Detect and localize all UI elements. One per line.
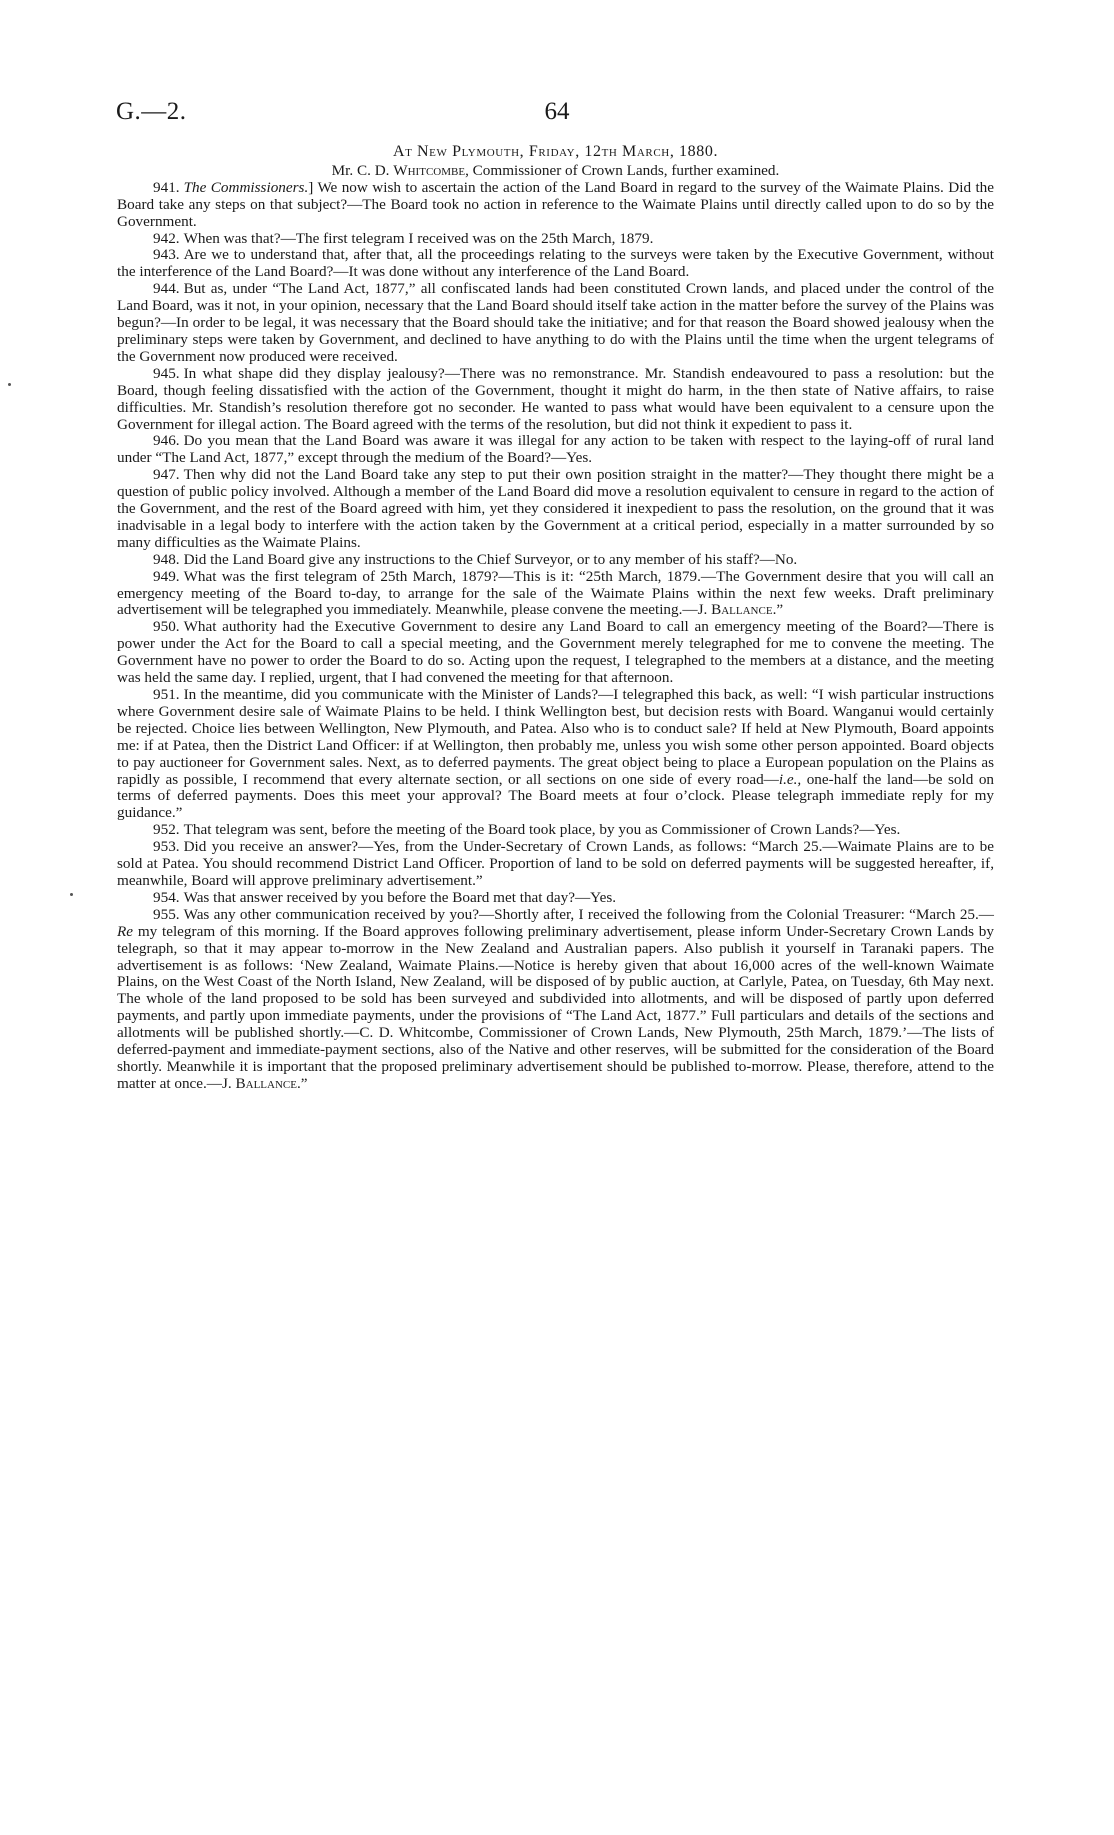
question-942: 942. When was that?—The first telegram I received was on the 25th March, 1879. xyxy=(153,229,654,247)
question-955: 955. Was any other communication received by you?—Shortly after, I received the following from the Colonial Treasurer: “March 25.—Re my telegram of this morning. If the Board approves following preliminary advertisement, please inform Under-Secretary Crown Lands by telegraph, so that it may appear to-morrow in the New Zealand and Australian papers. Also publish it yourself in Taranaki papers. The advertisement is as follows: ‘New Zealand, Waimate Plains.—Notice is hereby given that about 16,000 acres of the well-known Waimate Plains, on the West Coast of the North Island, New Zealand, will be disposed of by public auction, at Carlyle, Patea, on Tuesday, 6th May next. The whole of the land proposed to be sold has been surveyed and subdivided into allotments, and will be disposed of partly upon deferred payments, and partly upon immediate payments, under the provisions of “The Land Act, 1877.” Full particulars and details of the sections and allotments will be published shortly.—C. D. Whitcombe, Commissioner of Crown Lands, New Plymouth, 25th March, 1879.’—The lists of deferred-payment and immediate-payment sections, also of the Native and other reserves, will be submitted for the consideration of the Board shortly. Meanwhile it is important that the proposed preliminary advertisement should be published to-morrow. Please, therefore, attend to the matter at once.—J. Ballance.” xyxy=(117,905,994,1092)
question-948: 948. Did the Land Board give any instructions to the Chief Surveyor, or to any member of his staff?—No. xyxy=(153,550,798,568)
document-body xyxy=(117,144,994,1093)
question-954: 954. Was that answer received by you before the Board met that day?—Yes. xyxy=(153,888,617,906)
margin-mark xyxy=(70,893,73,896)
paper-id: G.—2. xyxy=(116,98,187,125)
question-949: 949. What was the first telegram of 25th March, 1879?—This is it: “25th March, 1879.—The Government desire that you will call an emergency meeting of the Board to-day, to arrange for the sale of the Waimate Plains within the next few weeks. Draft preliminary advertisement will be telegraphed you immediately. Meanwhile, please convene the meeting.—J. Ballance.” xyxy=(117,567,994,619)
witness-name: Whitcombe xyxy=(393,161,466,179)
page-number: 64 xyxy=(544,98,570,125)
question-941: 941. The Commissioners.] We now wish to ascertain the action of the Land Board in regard to the survey of the Waimate Plains. Did the Board take any steps on that subject?—The Board took no action in reference to the Waimate Plains until directly called upon to do so by the Government. xyxy=(117,178,995,230)
witness-prefix: Mr. C. D. xyxy=(331,161,394,179)
margin-mark xyxy=(8,383,11,386)
question-945: 945. In what shape did they display jealousy?—There was no remonstrance. Mr. Standish endeavoured to pass a resolution: but the Board, though feeling dissatisfied with the action of the Government, thought it might do harm, in the then state of Native affairs, to raise difficulties. Mr. Standish’s resolution therefore got no seconder. He wanted to pass what would have been equivalent to a censure upon the Government for illegal action. The Board agreed with the terms of the resolution, but did not think it expedient to pass it. xyxy=(117,364,994,433)
question-952: 952. That telegram was sent, before the meeting of the Board took place, by you as Commissioner of Crown Lands?—Yes. xyxy=(153,821,901,839)
question-953: 953. Did you receive an answer?—Yes, from the Under-Secretary of Crown Lands, as follows: “March 25.—Waimate Plains are to be sold at Patea. You should recommend District Land Officer. Proportion of land to be sold on deferred payments will be suggested hereafter, if, meanwhile, Board will approve preliminary advertisement.” xyxy=(117,838,994,889)
question-946: 946. Do you mean that the Land Board was aware it was illegal for any action to be taken with respect to the laying-off of rural land under “The Land Act, 1877,” except through the medium of the Board?—Yes. xyxy=(117,432,994,467)
question-943: 943. Are we to understand that, after that, all the proceedings relating to the surveys were taken by the Executive Government, without the interference of the Land Board?—It was done without any interference of the Land Board. xyxy=(117,246,994,281)
session-heading: At New Plymouth, Friday, 12th March, 1880. xyxy=(392,143,719,160)
witness-line xyxy=(117,163,994,180)
witness-suffix: , Commissioner of Crown Lands, further examined. xyxy=(465,161,780,179)
signature: Ballance xyxy=(235,1074,297,1092)
question-951: 951. In the meantime, did you communicate with the Minister of Lands?—I telegraphed this back, as well: “I wish particular instructions where Government desire sale of Waimate Plains to be held. I think Wellington best, but decision rests with Board. Wanganui would certainly be rejected. Choice lies between Wellington, New Plymouth, and Patea. Also who is to conduct sale? If held at New Plymouth, Board appoints me: if at Patea, then the District Land Officer: if at Wellington, then probably me, unless you wish some other person appointed. Board objects to pay auctioneer for Government sales. Next, as to deferred payments. The great object being to place a European population on the Plains as rapidly as possible, I recommend that every alternate section, or all sections on one side of every road—i.e., one-half the land—be sold on terms of deferred payments. Does this meet your approval? The Board meets at four o’clock. Please telegraph immediate reply for my guidance.” xyxy=(117,686,995,822)
question-947: 947. Then why did not the Land Board take any step to put their own position straight in the matter?—They thought there might be a question of public policy involved. Although a member of the Land Board did move a resolution equivalent to censure in regard to the action of the Government, and the rest of the Board agreed with him, yet they considered it inexpedient to pass the resolution, on the ground that it was inadvisable in a legal body to interfere with the action taken by the Government at a critical period, especially in a matter surrounded by so many difficulties as the Waimate Plains. xyxy=(117,466,994,551)
question-944: 944. But as, under “The Land Act, 1877,” all confiscated lands had been constituted Crown lands, and placed under the control of the Land Board, was it not, in your opinion, necessary that the Land Board should itself take action in the matter before the survey of the Plains was begun?—In order to be legal, it was necessary that the Board should take the initiative; and for that reason the Board showed jealousy when the preliminary steps were taken by Government, and declined to have anything to do with the Plains until the time when the urgent telegrams of the Government now produced were received. xyxy=(117,280,994,365)
signature: Ballance xyxy=(711,601,773,619)
question-950: 950. What authority had the Executive Government to desire any Land Board to call an emergency meeting of the Board?—There is power under the Act for the Board to call a special meeting, and the Government merely telegraphed for me to convene the meeting. The Government have no power to order the Board to do so. Acting upon the request, I telegraphed to the members at a distance, and the meeting was held the same day. I replied, urgent, that I had convened the meeting for that afternoon. xyxy=(117,618,994,687)
